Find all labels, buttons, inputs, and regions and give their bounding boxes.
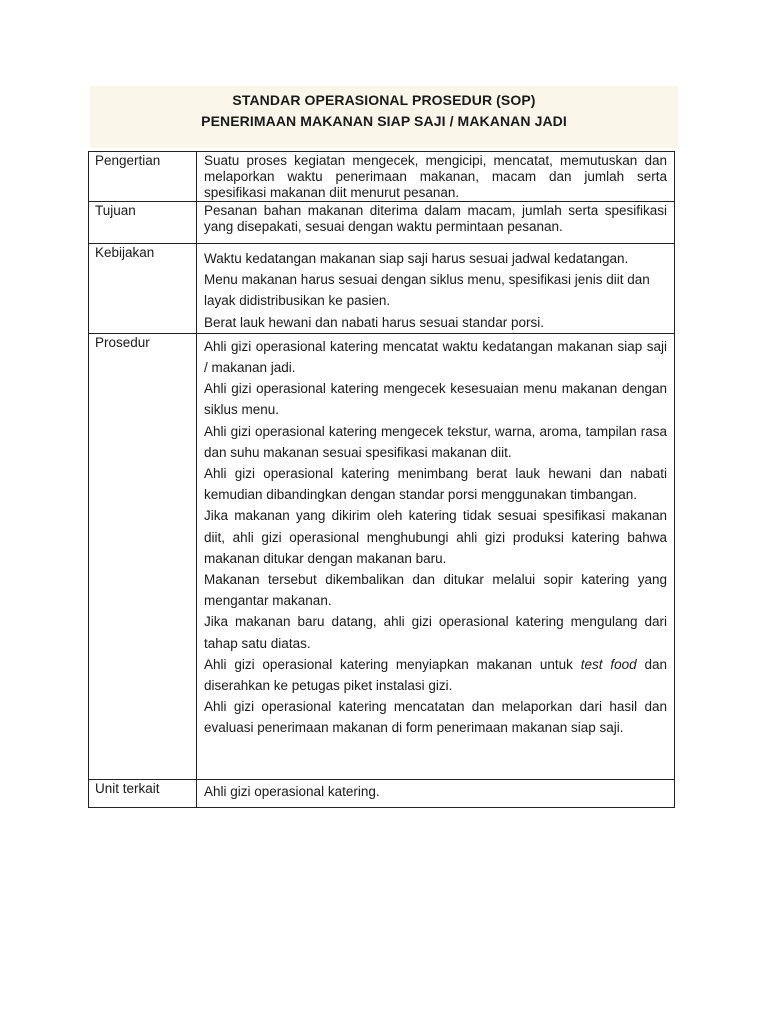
row-label: Prosedur	[89, 333, 197, 779]
row-content-unit-terkait	[197, 779, 675, 807]
row-content-prosedur	[197, 333, 675, 779]
table-row-unit-terkait	[89, 779, 675, 807]
table-row-kebijakan	[89, 244, 675, 334]
step-text: Ahli gizi operasional katering menyiapkan makanan untuk	[204, 656, 581, 672]
prosedur-step: Ahli gizi operasional katering mengecek kesesuaian menu makanan dengan siklus menu.	[204, 381, 667, 418]
tujuan-text: Pesanan bahan makanan diterima dalam macam, jumlah serta spesifikasi yang disepakati, sesuai dengan waktu permintaan pesanan.	[204, 203, 667, 234]
row-label: Kebijakan	[89, 244, 197, 334]
table-row-tujuan	[89, 202, 675, 244]
row-label: Tujuan	[89, 202, 197, 244]
prosedur-step: Jika makanan baru datang, ahli gizi operasional katering mengulang dari tahap satu diatas.	[204, 614, 667, 651]
pengertian-text: Suatu proses kegiatan mengecek, mengicipi, mencatat, memutuskan dan melaporkan waktu penerimaan makanan, macam dan jumlah serta spesifikasi makanan diit menurut pesanan.	[204, 153, 667, 200]
row-content-pengertian	[197, 152, 675, 202]
document-subtitle: PENERIMAAN MAKANAN SIAP SAJI / MAKANAN JADI	[201, 113, 567, 129]
kebijakan-item: Waktu kedatangan makanan siap saji harus sesuai jadwal kedatangan.	[204, 251, 629, 266]
prosedur-step	[204, 654, 667, 696]
sop-table	[88, 151, 675, 808]
table-row-prosedur	[89, 333, 675, 779]
step-text: dan diserahkan ke petugas piket instalasi gizi.	[204, 656, 667, 694]
prosedur-step: Ahli gizi operasional katering mengecek tekstur, warna, aroma, tampilan rasa dan suhu makanan sesuai spesifikasi makanan diit.	[204, 423, 667, 460]
table-row-pengertian	[89, 152, 675, 202]
prosedur-step: Jika makanan yang dikirim oleh katering tidak sesuai spesifikasi makanan diit, ahli gizi operasional menghubungi ahli gizi produksi katering bahwa makanan ditukar dengan makanan baru.	[204, 508, 667, 566]
row-content-tujuan	[197, 202, 675, 244]
unit-terkait-text: Ahli gizi operasional katering.	[204, 783, 380, 799]
prosedur-step: Makanan tersebut dikembalikan dan ditukar melalui sopir katering yang mengantar makanan.	[204, 572, 667, 609]
row-label: Unit terkait	[89, 779, 197, 807]
prosedur-step: Ahli gizi operasional katering mencatat waktu kedatangan makanan siap saji / makanan jadi.	[204, 338, 667, 376]
document-title: STANDAR OPERASIONAL PROSEDUR (SOP)	[232, 92, 536, 108]
step-text-italic: test food	[580, 656, 637, 672]
row-label: Pengertian	[89, 152, 197, 202]
kebijakan-item: Menu makanan harus sesuai dengan siklus menu, spesifikasi jenis diit dan layak didistribusikan ke pasien.	[204, 272, 650, 309]
prosedur-step: Ahli gizi operasional katering mencatatan dan melaporkan dari hasil dan evaluasi penerimaan makanan di form penerimaan makanan siap saji.	[204, 699, 667, 736]
kebijakan-item: Berat lauk hewani dan nabati harus sesuai standar porsi.	[204, 314, 544, 330]
row-content-kebijakan	[197, 244, 675, 334]
prosedur-step: Ahli gizi operasional katering menimbang berat lauk hewani dan nabati kemudian dibandingkan dengan standar porsi menggunakan timbangan.	[204, 466, 667, 503]
